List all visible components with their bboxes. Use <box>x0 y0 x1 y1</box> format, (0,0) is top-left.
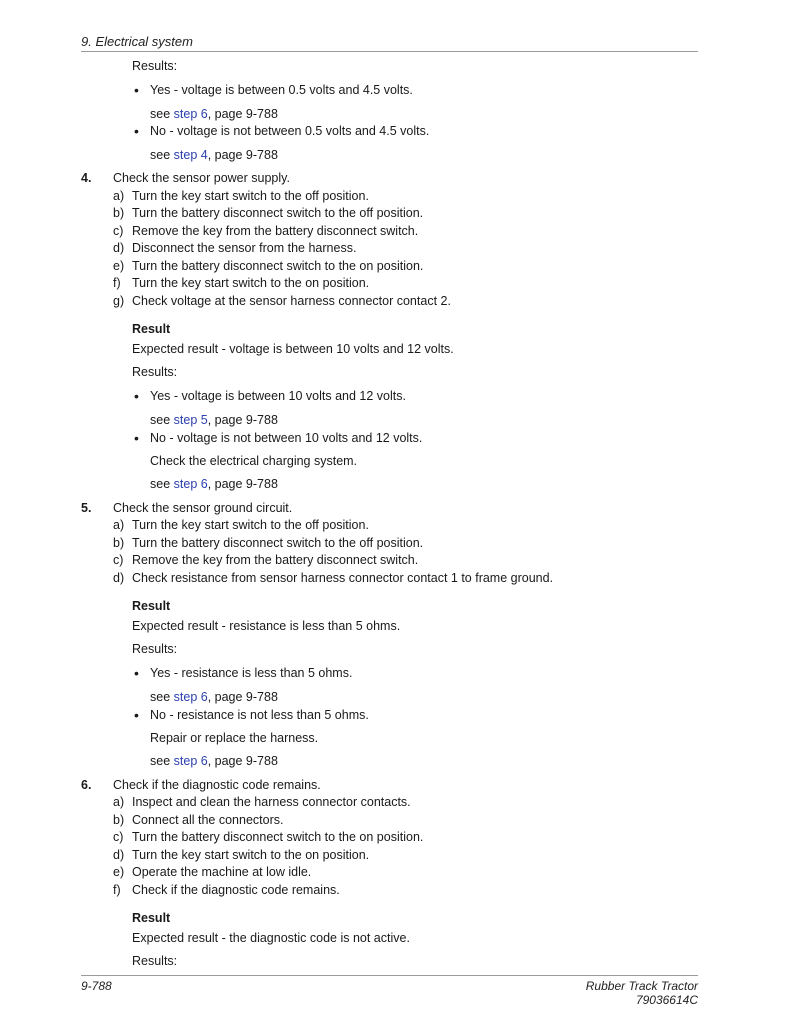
see-reference: see step 5, page 9-788 <box>150 413 278 427</box>
substep-letter: c) <box>113 830 124 844</box>
substep-letter: e) <box>113 259 125 273</box>
result-no: No - voltage is not between 10 volts and 12 volts. <box>150 431 423 445</box>
results-label: Results: <box>132 365 178 379</box>
substep-text: Turn the battery disconnect switch to the on position. <box>132 259 424 273</box>
step-title: Check if the diagnostic code remains. <box>113 778 321 792</box>
step-title: Check the sensor power supply. <box>113 171 290 185</box>
substep-text: Check voltage at the sensor harness connector contact 2. <box>132 294 451 308</box>
see-reference: see step 6, page 9-788 <box>150 690 278 704</box>
product-name: Rubber Track Tractor <box>585 979 698 993</box>
expected-result: Expected result - the diagnostic code is not active. <box>132 931 410 945</box>
substep-letter: a) <box>113 189 125 203</box>
substep-letter: a) <box>113 518 125 532</box>
substep-text: Turn the battery disconnect switch to the on position. <box>132 830 424 844</box>
substep-letter: b) <box>113 206 125 220</box>
footer-divider <box>81 975 698 976</box>
bullet-icon: • <box>134 123 139 139</box>
bullet-icon: • <box>134 388 139 404</box>
results-label: Results: <box>132 954 178 968</box>
substep-text: Turn the key start switch to the on position. <box>132 276 370 290</box>
result-yes: Yes - voltage is between 0.5 volts and 4.5 volts. <box>150 83 413 97</box>
substep-letter: d) <box>113 848 125 862</box>
header-section-title: 9. Electrical system <box>81 34 193 49</box>
substep-letter: f) <box>113 883 121 897</box>
substep-text: Remove the key from the battery disconnect switch. <box>132 553 419 567</box>
expected-result: Expected result - voltage is between 10 volts and 12 volts. <box>132 342 454 356</box>
result-note: Repair or replace the harness. <box>150 731 319 745</box>
document-number: 79036614C <box>635 993 698 1007</box>
footer-product-info <box>586 979 698 1007</box>
substep-text: Remove the key from the battery disconnect switch. <box>132 224 419 238</box>
step-link[interactable]: step 6 <box>173 690 208 704</box>
substep-letter: a) <box>113 795 125 809</box>
result-yes: Yes - resistance is less than 5 ohms. <box>150 666 353 680</box>
substep-letter: f) <box>113 276 121 290</box>
result-note: Check the electrical charging system. <box>150 454 358 468</box>
bullet-icon: • <box>134 665 139 681</box>
substep-letter: g) <box>113 294 125 308</box>
bullet-icon: • <box>134 707 139 723</box>
step-number: 6. <box>81 778 92 792</box>
substep-letter: d) <box>113 241 125 255</box>
substep-text: Turn the key start switch to the off position. <box>132 518 369 532</box>
expected-result: Expected result - resistance is less than 5 ohms. <box>132 619 401 633</box>
substep-letter: c) <box>113 224 124 238</box>
substep-letter: d) <box>113 571 125 585</box>
step-number: 4. <box>81 171 92 185</box>
result-no: No - resistance is not less than 5 ohms. <box>150 708 369 722</box>
see-reference: see step 4, page 9-788 <box>150 148 278 162</box>
substep-letter: e) <box>113 865 125 879</box>
substep-text: Disconnect the sensor from the harness. <box>132 241 357 255</box>
bullet-icon: • <box>134 82 139 98</box>
page-number: 9-788 <box>81 979 112 993</box>
substep-text: Check if the diagnostic code remains. <box>132 883 340 897</box>
substep-text: Turn the key start switch to the on position. <box>132 848 370 862</box>
step-link[interactable]: step 6 <box>173 754 208 768</box>
substep-text: Turn the battery disconnect switch to the off position. <box>132 536 424 550</box>
substep-text: Inspect and clean the harness connector contacts. <box>132 795 411 809</box>
step-link[interactable]: step 6 <box>173 107 208 121</box>
step-link[interactable]: step 5 <box>173 413 208 427</box>
step-number: 5. <box>81 501 92 515</box>
see-reference: see step 6, page 9-788 <box>150 477 278 491</box>
step-title: Check the sensor ground circuit. <box>113 501 293 515</box>
result-heading: Result <box>132 599 171 613</box>
result-heading: Result <box>132 911 171 925</box>
result-heading: Result <box>132 322 171 336</box>
bullet-icon: • <box>134 430 139 446</box>
substep-letter: b) <box>113 536 125 550</box>
see-reference: see step 6, page 9-788 <box>150 107 278 121</box>
substep-text: Check resistance from sensor harness connector contact 1 to frame ground. <box>132 571 554 585</box>
header-divider <box>81 51 698 52</box>
substep-letter: c) <box>113 553 124 567</box>
result-yes: Yes - voltage is between 10 volts and 12 volts. <box>150 389 406 403</box>
substep-text: Turn the key start switch to the off position. <box>132 189 369 203</box>
step-link[interactable]: step 6 <box>173 477 208 491</box>
substep-text: Connect all the connectors. <box>132 813 284 827</box>
substep-letter: b) <box>113 813 125 827</box>
substep-text: Operate the machine at low idle. <box>132 865 312 879</box>
result-no: No - voltage is not between 0.5 volts and 4.5 volts. <box>150 124 430 138</box>
results-label: Results: <box>132 642 178 656</box>
see-reference: see step 6, page 9-788 <box>150 754 278 768</box>
substep-text: Turn the battery disconnect switch to the off position. <box>132 206 424 220</box>
step-link[interactable]: step 4 <box>173 148 208 162</box>
results-label: Results: <box>132 59 178 73</box>
